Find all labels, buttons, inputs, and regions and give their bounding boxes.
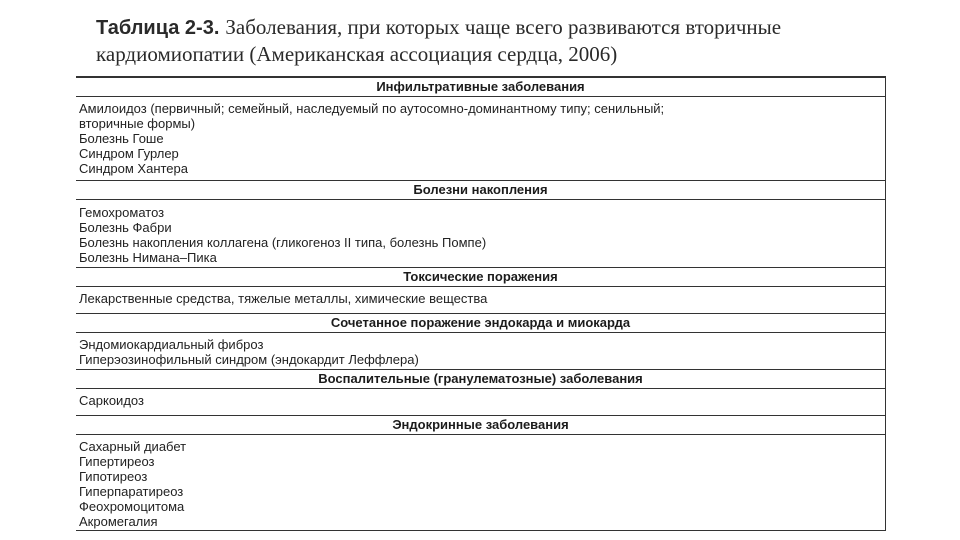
table-row: Акромегалия — [79, 514, 158, 529]
section-header-storage: Болезни накопления — [76, 180, 885, 200]
table-row: Болезнь накопления коллагена (гликогеноз II типа, болезнь Помпе) — [79, 235, 487, 250]
table-row: Гиперпаратиреоз — [79, 484, 184, 499]
section-rows-storage — [76, 205, 885, 265]
caption-title-line-2: кардиомиопатии (Американская ассоциация сердца, 2006) — [96, 42, 618, 66]
table-row: Синдром Гурлер — [79, 146, 179, 161]
table-row: Гипотиреоз — [79, 469, 148, 484]
table-row: Болезнь Нимана–Пика — [79, 250, 217, 265]
table-row: Лекарственные средства, тяжелые металлы, химические вещества — [79, 291, 488, 306]
table-row: Феохромоцитома — [79, 499, 185, 514]
table-caption — [96, 14, 916, 67]
table-row: Гемохроматоз — [79, 205, 165, 220]
section-rows-endomyocardial — [76, 337, 885, 367]
caption-line-1 — [96, 14, 916, 41]
table-row: Болезнь Гоше — [79, 131, 164, 146]
section-header-infiltrative: Инфильтративные заболевания — [76, 77, 885, 97]
section-rows-endocrine — [76, 439, 885, 529]
table-row: Болезнь Фабри — [79, 220, 172, 235]
table-row: Гиперэозинофильный синдром (эндокардит Леффлера) — [79, 352, 419, 367]
section-header-endomyocardial: Сочетанное поражение эндокарда и миокарда — [76, 313, 885, 333]
table-row: Амилоидоз (первичный; семейный, наследуемый по аутосомно-доминантному типу; сенильный; — [79, 101, 665, 116]
table-row: Гипертиреоз — [79, 454, 155, 469]
table-row: вторичные формы) — [79, 116, 196, 131]
section-rows-infiltrative — [76, 101, 885, 176]
table-row: Эндомиокардиальный фиброз — [79, 337, 264, 352]
caption-title-line-1: Заболевания, при которых чаще всего развиваются вторичные — [225, 15, 782, 39]
section-header-toxic: Токсические поражения — [76, 267, 885, 287]
section-header-inflammatory: Воспалительные (гранулематозные) заболевания — [76, 369, 885, 389]
table-row: Сахарный диабет — [79, 439, 187, 454]
section-rows-inflammatory — [76, 393, 885, 408]
section-rows-toxic — [76, 291, 885, 306]
table-row: Синдром Хантера — [79, 161, 189, 176]
disease-table — [76, 76, 886, 531]
section-header-endocrine: Эндокринные заболевания — [76, 415, 885, 435]
table-row: Саркоидоз — [79, 393, 144, 408]
caption-label: Таблица 2-3. — [96, 17, 220, 39]
